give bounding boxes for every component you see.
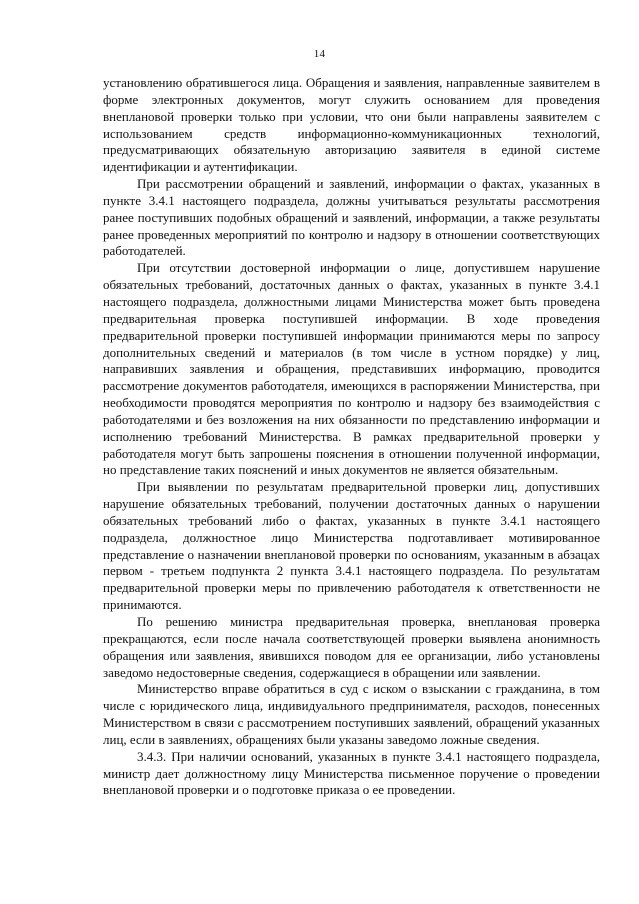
paragraph-termination-of-check: По решению министра предварительная проверка, внеплановая проверка прекращаются, если после начала соответствующей проверки выявлена анонимность обращения или заявления, явившихся поводом для ее организации, либо установлены заведомо недостоверные сведения, содержащиеся в обращении или заявлении. (103, 614, 600, 680)
paragraph-clause-3-4-3: 3.4.3. При наличии оснований, указанных в пункте 3.4.1 настоящего подраздела, министр дает должностному лицу Министерства письменное поручение о проведении внеплановой проверки и о подготовке приказа о ее проведении. (103, 748, 600, 798)
page-number: 14 (313, 48, 326, 60)
body-text (103, 75, 600, 799)
paragraph-preliminary-check: При отсутствии достоверной информации о лице, допустившем нарушение обязательных требований, достаточных данных о фактах, указанных в пункте 3.4.1 настоящего подраздела, должностными лицами Министерства может быть проведена предварительная проверка поступившей информации. В ходе проведения предварительной проверки поступившей информации принимаются меры по запросу дополнительных сведений и материалов (в том числе в устном порядке) у лиц, направивших заявления и обращения, представивших информацию, проводится рассмотрение документов работодателя, имеющихся в распоряжении Министерства, при необходимости проводятся мероприятия по контролю и надзору без взаимодействия с работодателями и без возложения на них обязанности по представлению информации и исполнению требований Министерства. В рамках предварительной проверки у работодателя могут быть запрошены пояснения в отношении полученной информации, но представление таких пояснений и иных документов не является обязательным. (103, 260, 600, 478)
paragraph-continuation: установлению обратившегося лица. Обращения и заявления, направленные заявителем в форме электронных документов, могут служить основанием для проведения внеплановой проверки только при условии, что они были направлены заявителем с использованием средств информационно-коммуникационных технологий, предусматривающих обязательную авторизацию заявителя в единой системе идентификации и аутентификации. (103, 75, 600, 175)
paragraph-identified-violations: При выявлении по результатам предварительной проверки лиц, допустивших нарушение обязательных требований, получении достаточных данных о нарушении обязательных требований либо о фактах, указанных в пункте 3.4.1 настоящего подраздела, должностное лицо Министерства подготавливает мотивированное представление о назначении внеплановой проверки по основаниям, указанным в абзацах первом - третьем подпункта 2 пункта 3.4.1 настоящего подраздела. По результатам предварительной проверки меры по привлечению работодателя к ответственности не принимаются. (103, 479, 600, 613)
paragraph-consideration-of-appeals: При рассмотрении обращений и заявлений, информации о фактах, указанных в пункте 3.4.1 настоящего подраздела, должны учитываться результаты рассмотрения ранее поступивших подобных обращений и заявлений, информации, а также результаты ранее проведенных мероприятий по контролю и надзору в отношении соответствующих работодателей. (103, 176, 600, 259)
paragraph-court-claim: Министерство вправе обратиться в суд с иском о взыскании с гражданина, в том числе с юридического лица, индивидуального предпринимателя, расходов, понесенных Министерством в связи с рассмотрением поступивших заявлений, обращений указанных лиц, если в заявлениях, обращениях были указаны заведомо ложные сведения. (103, 681, 600, 747)
